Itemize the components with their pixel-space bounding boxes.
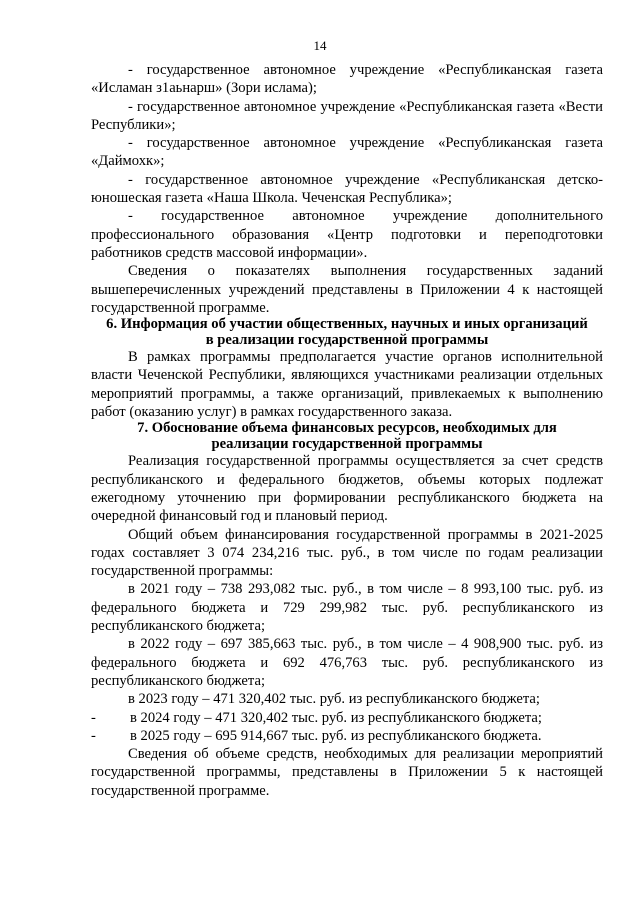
- section-7-paragraph-2: Общий объем финансирования государственной программы в 2021-2025 годах составляет 3 074 234,216 тыс. руб., в том числе по годам реализации государственной программы:: [91, 526, 603, 580]
- funding-2024-text: в 2024 году – 471 320,402 тыс. руб. из республиканского бюджета;: [130, 709, 542, 726]
- funding-2021: в 2021 году – 738 293,082 тыс. руб., в том числе – 8 993,100 тыс. руб. из федерального бюджета и 729 299,982 тыс. руб. республиканского из республиканского бюджета;: [91, 581, 603, 635]
- list-item: - государственное автономное учреждение дополнительного профессионального образования «Центр подготовки и переподготовки работников средств массовой информации».: [91, 208, 603, 261]
- list-item: - государственное автономное учреждение «Республиканская газета «Исламан з1аьнарш» (Зори ислама);: [91, 62, 603, 97]
- bullet-dash: -: [91, 709, 96, 726]
- section-6-heading: [91, 317, 603, 348]
- paragraph-tasks: Сведения о показателях выполнения государственных заданий вышеперечисленных учреждений представлены в Приложении 4 к настоящей государственной программе.: [91, 263, 603, 316]
- section-7-paragraph-3: Сведения об объеме средств, необходимых для реализации мероприятий государственной программы, представлены в Приложении 5 к настоящей государственной программе.: [91, 746, 603, 799]
- section-6-heading-line-1: 6. Информация об участии общественных, научных и иных организаций: [106, 316, 588, 333]
- list-item: - государственное автономное учреждение «Республиканская детско-юношеская газета «Наша Школа. Чеченская Республика»;: [91, 171, 603, 207]
- bullet-dash: -: [91, 727, 96, 744]
- funding-2022: в 2022 году – 697 385,663 тыс. руб., в том числе – 4 908,900 тыс. руб. из федерального бюджета и 692 476,763 тыс. руб. республиканского из республиканского бюджета;: [91, 636, 603, 689]
- funding-2023: в 2023 году – 471 320,402 тыс. руб. из республиканского бюджета;: [128, 691, 540, 708]
- funding-2025: [91, 727, 603, 745]
- funding-2024: [91, 709, 603, 727]
- section-6-heading-line-2: в реализации государственной программы: [205, 331, 489, 348]
- page-number: 14: [313, 38, 327, 53]
- list-item: - государственное автономное учреждение «Республиканская газета «Даймохк»;: [91, 135, 603, 170]
- funding-2025-text: в 2025 году – 695 914,667 тыс. руб. из республиканского бюджета.: [130, 727, 542, 744]
- section-7-heading: [91, 421, 603, 452]
- page-content: [91, 61, 603, 800]
- section-7-heading-line-2: реализации государственной программы: [211, 435, 483, 452]
- section-7-paragraph-1: Реализация государственной программы осуществляется за счет средств республиканского и федерального бюджетов, объемы которых подлежат ежегодному уточнению при формировании республиканского бюджета на очередной финансовый год и плановый период.: [91, 453, 603, 525]
- list-item: - государственное автономное учреждение «Республиканская газета «Вести Республики»;: [91, 98, 603, 133]
- section-6-text: В рамках программы предполагается участие органов исполнительной власти Чеченской Республики, являющихся участниками реализации отдельных мероприятий программы, а также организаций, привлекаемых к выполнению работ (оказанию услуг) в рамках государственного заказа.: [91, 349, 603, 421]
- section-7-heading-line-1: 7. Обоснование объема финансовых ресурсов, необходимых для: [137, 420, 557, 437]
